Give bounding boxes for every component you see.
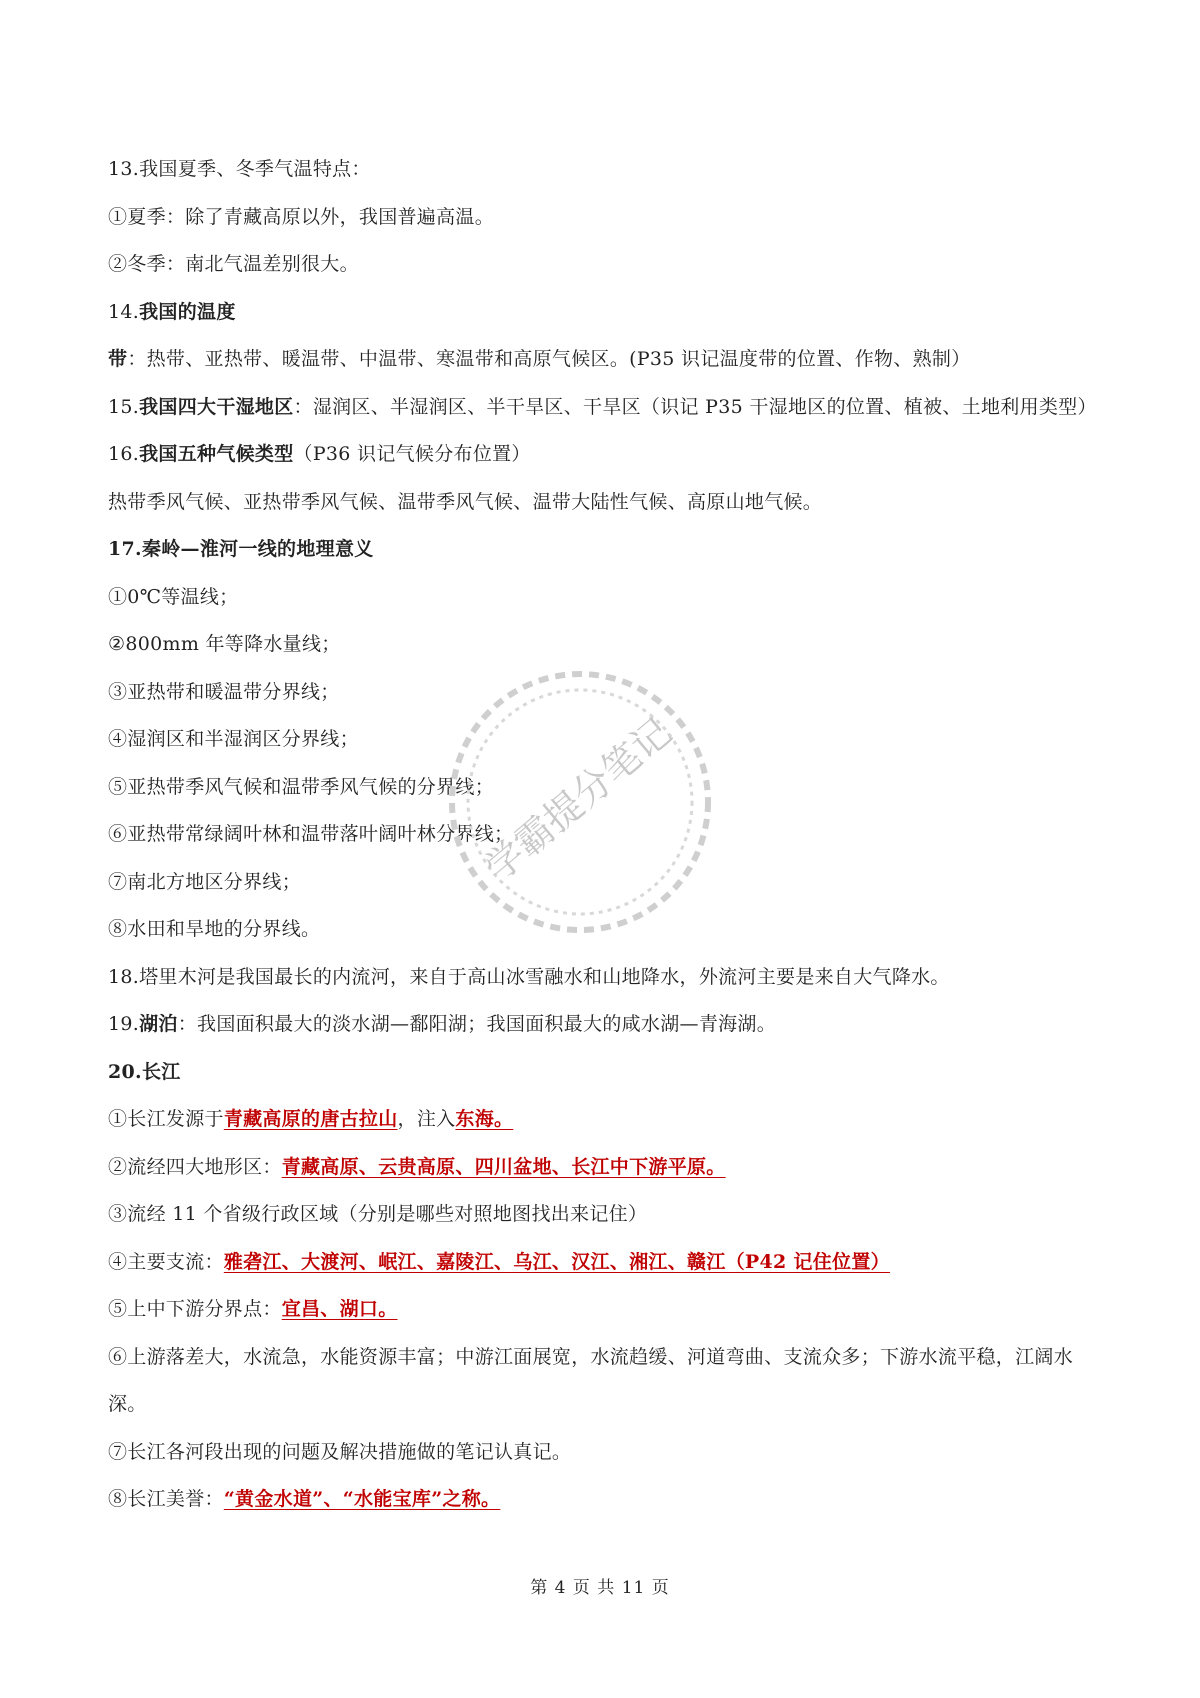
item-heading: 我国四大干湿地区 [139,395,294,418]
item-heading: 我国的温度带 [108,300,236,370]
item-body: （P36 识记气候分布位置） [293,443,531,465]
line-20-2 [108,1144,1098,1192]
line-climate-list: 热带季风气候、亚热带季风气候、温带季风气候、温带大陆性气候、高原山地气候。 [108,490,823,513]
page-content [108,146,1098,1524]
page-footer: 第 4 页 共 11 页 [530,1578,670,1598]
item-lead: ⑧长江美誉： [108,1488,224,1510]
line-winter: ②冬季：南北气温差别很大。 [108,253,359,275]
line-20-3: ③流经 11 个省级行政区域（分别是哪些对照地图找出来记住） [108,1203,648,1225]
line-17-1: ①0℃等温线； [108,585,239,608]
line-20-6: ⑥上游落差大，水流急，水能资源丰富；中游江面展宽，水流趋缓、河道弯曲、支流众多；下游水流平稳，江阔水深。 [108,1345,1074,1415]
item-number: 14. [108,300,140,323]
watermark-text: 学霸提分笔记 [476,709,680,890]
line-summer: ①夏季：除了青藏高原以外，我国普遍高温。 [108,205,495,228]
item-lead: ⑤上中下游分界点： [108,1298,282,1320]
line-17-7: ⑦南北方地区分界线； [108,870,302,893]
highlight-division-points: 宜昌、湖口。 [281,1298,398,1320]
highlight-mouth: 东海。 [455,1108,514,1130]
highlight-tributaries: 雅砻江、大渡河、岷江、嘉陵江、乌江、汉江、湘江、赣江（P42 记住位置） [223,1250,890,1273]
line-15-dry-wet-regions [108,384,1098,432]
line-17-qinling-huaihe: 17.秦岭—淮河一线的地理意义 [108,538,374,560]
item-heading: 我国五种气候类型 [139,443,294,465]
item-lead: ②流经四大地形区： [108,1155,282,1178]
item-number: 19. [108,1013,140,1035]
item-number: 15. [108,395,140,418]
line-17-3: ③亚热带和暖温带分界线； [108,680,340,703]
highlight-source: 青藏高原的唐古拉山 [223,1108,398,1130]
line-18-tarim-river: 18.塔里木河是我国最长的内流河，来自于高山冰雪融水和山地降水，外流河主要是来自大气降水。 [108,965,950,988]
line-17-8: ⑧水田和旱地的分界线。 [108,918,321,940]
item-body: ：湿润区、半湿润区、半干旱区、干旱区（识记 P35 干湿地区的位置、植被、土地利用类型） [293,395,1097,418]
line-17-6: ⑥亚热带常绿阔叶林和温带落叶阔叶林分界线； [108,823,514,845]
line-17-2: ②800mm 年等降水量线； [108,633,341,655]
line-14-temperature-zones [108,289,1098,384]
line-17-4: ④湿润区和半湿润区分界线； [108,728,359,750]
item-number: 16. [108,443,140,465]
line-20-1 [108,1096,1098,1144]
line-20-yangtze: 20.长江 [108,1060,181,1083]
line-20-7: ⑦长江各河段出现的问题及解决措施做的笔记认真记。 [108,1440,572,1463]
item-body: ：我国面积最大的淡水湖—鄱阳湖；我国面积最大的咸水湖—青海湖。 [177,1013,777,1035]
line-20-5 [108,1286,1098,1334]
line-13-title: 13.我国夏季、冬季气温特点： [108,158,371,180]
highlight-nicknames: “黄金水道”、“水能宝库”之称。 [223,1488,501,1510]
line-17-5: ⑤亚热带季风气候和温带季风气候的分界线； [108,775,495,798]
item-heading: 湖泊 [139,1013,178,1035]
line-20-4 [108,1239,1098,1287]
line-19-lakes [108,1001,1098,1049]
line-20-8 [108,1476,1098,1524]
line-16-climate-types [108,431,1098,479]
item-mid: ，注入 [397,1108,456,1130]
highlight-landforms: 青藏高原、云贵高原、四川盆地、长江中下游平原。 [281,1155,726,1178]
item-body: ：热带、亚热带、暖温带、中温带、寒温带和高原气候区。(P35 识记温度带的位置、作物、熟制） [127,348,971,370]
item-lead: ①长江发源于 [108,1108,224,1130]
item-lead: ④主要支流： [108,1250,224,1273]
